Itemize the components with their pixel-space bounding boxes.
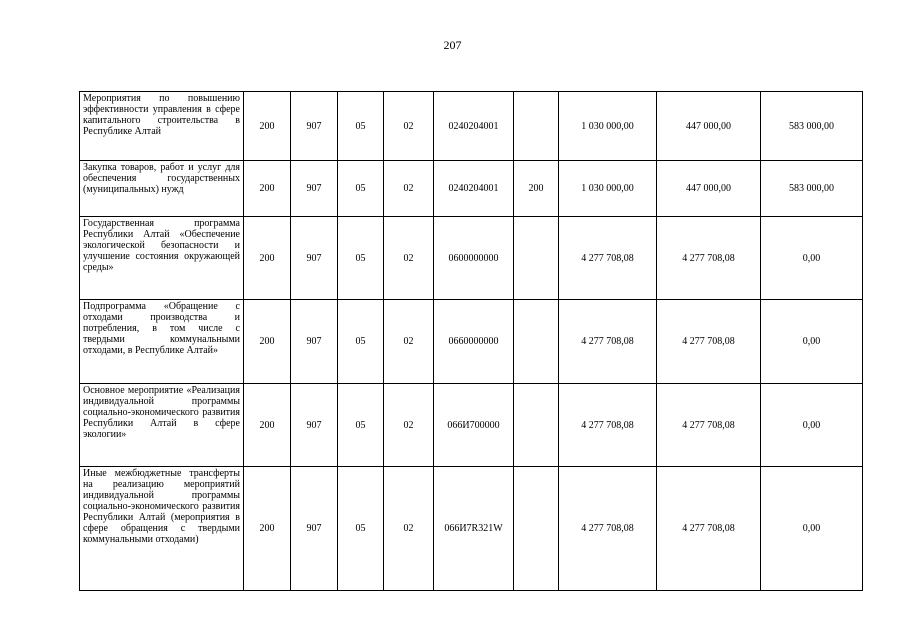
code-cell: 0660000000	[434, 300, 514, 384]
kind-cell	[514, 300, 559, 384]
col4-cell: 02	[384, 467, 434, 591]
table-row	[80, 384, 863, 467]
code-cell: 066И700000	[434, 384, 514, 467]
amount3-cell: 0,00	[761, 467, 863, 591]
amount2-cell: 4 277 708,08	[657, 384, 761, 467]
amount2-cell: 447 000,00	[657, 161, 761, 217]
col3-cell: 05	[338, 217, 384, 300]
kind-cell	[514, 384, 559, 467]
amount3-cell: 583 000,00	[761, 161, 863, 217]
amount3-cell: 0,00	[761, 384, 863, 467]
col3-cell: 05	[338, 300, 384, 384]
col4-cell: 02	[384, 161, 434, 217]
col4-cell: 02	[384, 92, 434, 161]
amount1-cell: 4 277 708,08	[559, 217, 657, 300]
budget-table-body	[80, 92, 863, 591]
col3-cell: 05	[338, 467, 384, 591]
amount1-cell: 4 277 708,08	[559, 384, 657, 467]
budget-table	[79, 91, 863, 591]
amount3-cell: 0,00	[761, 300, 863, 384]
amount3-cell: 583 000,00	[761, 92, 863, 161]
table-row	[80, 467, 863, 591]
amount1-cell: 4 277 708,08	[559, 467, 657, 591]
row-name-cell: Подпрограмма «Обращение с отходами производства и потребления, в том числе с твердыми коммунальными отходами, в Республике Алтай»	[80, 300, 244, 384]
amount2-cell: 4 277 708,08	[657, 300, 761, 384]
col1-cell: 200	[244, 384, 291, 467]
col1-cell: 200	[244, 467, 291, 591]
amount2-cell: 4 277 708,08	[657, 217, 761, 300]
code-cell: 066И7R321W	[434, 467, 514, 591]
code-cell: 0600000000	[434, 217, 514, 300]
row-name-cell: Иные межбюджетные трансферты на реализацию мероприятий индивидуальной программы социально-экономического развития Республики Алтай (мероприятия в сфере обращения с твердыми коммунальными отходами)	[80, 467, 244, 591]
col2-cell: 907	[291, 161, 338, 217]
kind-cell: 200	[514, 161, 559, 217]
col3-cell: 05	[338, 92, 384, 161]
col4-cell: 02	[384, 384, 434, 467]
col4-cell: 02	[384, 300, 434, 384]
col3-cell: 05	[338, 161, 384, 217]
row-name-cell: Государственная программа Республики Алтай «Обеспечение экологической безопасности и улучшение состояния окружающей среды»	[80, 217, 244, 300]
code-cell: 0240204001	[434, 161, 514, 217]
amount3-cell: 0,00	[761, 217, 863, 300]
amount2-cell: 447 000,00	[657, 92, 761, 161]
row-name-cell: Основное мероприятие «Реализация индивидуальной программы социально-экономического развития Республики Алтай в сфере экологии»	[80, 384, 244, 467]
col2-cell: 907	[291, 217, 338, 300]
col4-cell: 02	[384, 217, 434, 300]
amount1-cell: 1 030 000,00	[559, 161, 657, 217]
col2-cell: 907	[291, 92, 338, 161]
kind-cell	[514, 217, 559, 300]
code-cell: 0240204001	[434, 92, 514, 161]
table-row	[80, 300, 863, 384]
amount1-cell: 4 277 708,08	[559, 300, 657, 384]
page-number: 207	[443, 38, 462, 52]
col1-cell: 200	[244, 300, 291, 384]
col2-cell: 907	[291, 300, 338, 384]
table-row	[80, 161, 863, 217]
table-row	[80, 92, 863, 161]
row-name-cell: Мероприятия по повышению эффективности управления в сфере капитального строительства в Республике Алтай	[80, 92, 244, 161]
amount2-cell: 4 277 708,08	[657, 467, 761, 591]
row-name-cell: Закупка товаров, работ и услуг для обеспечения государственных (муниципальных) нужд	[80, 161, 244, 217]
kind-cell	[514, 467, 559, 591]
table-row	[80, 217, 863, 300]
col1-cell: 200	[244, 92, 291, 161]
amount1-cell: 1 030 000,00	[559, 92, 657, 161]
col2-cell: 907	[291, 467, 338, 591]
col3-cell: 05	[338, 384, 384, 467]
kind-cell	[514, 92, 559, 161]
col1-cell: 200	[244, 161, 291, 217]
col2-cell: 907	[291, 384, 338, 467]
col1-cell: 200	[244, 217, 291, 300]
